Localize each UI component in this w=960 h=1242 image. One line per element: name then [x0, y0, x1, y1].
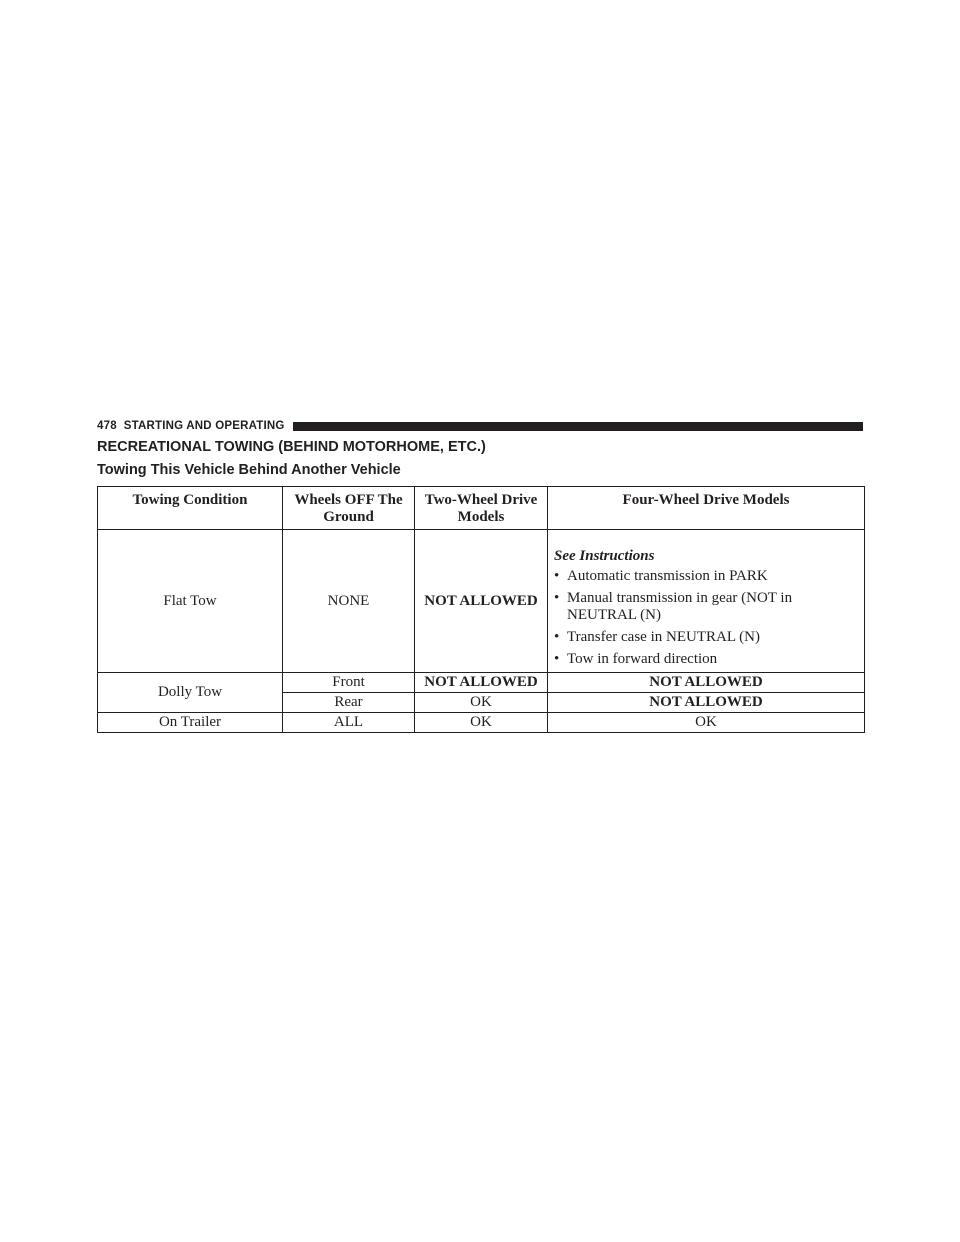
cell-dolly-rear-wheels: Rear	[283, 693, 415, 713]
cell-trailer-wheels: ALL	[283, 713, 415, 733]
table-header-row	[98, 487, 865, 530]
list-item-text: Transfer case in NEUTRAL (N)	[567, 629, 761, 645]
cell-trailer-two-wheel: OK	[415, 713, 548, 733]
cell-dolly-front-four-wheel: NOT ALLOWED	[548, 673, 865, 693]
cell-flat-tow-two-wheel: NOT ALLOWED	[415, 530, 548, 673]
table-row-on-trailer	[98, 713, 865, 733]
cell-flat-tow-condition: Flat Tow	[98, 530, 283, 673]
bullet-icon: •	[554, 629, 560, 645]
section-title: RECREATIONAL TOWING (BEHIND MOTORHOME, ETC.)	[97, 439, 486, 455]
list-item	[554, 629, 858, 646]
bullet-icon: •	[554, 590, 560, 606]
header-wheels-off: Wheels OFF The Ground	[283, 487, 415, 530]
instructions-list	[554, 568, 858, 668]
page-number: 478	[97, 420, 117, 432]
bullet-icon: •	[554, 651, 560, 667]
cell-trailer-condition: On Trailer	[98, 713, 283, 733]
list-item-text: Tow in forward direction	[567, 651, 718, 667]
towing-table	[97, 486, 865, 733]
cell-dolly-front-two-wheel: NOT ALLOWED	[415, 673, 548, 693]
bullet-icon: •	[554, 568, 560, 584]
header-four-wheel: Four-Wheel Drive Models	[548, 487, 865, 530]
cell-dolly-tow-condition: Dolly Tow	[98, 673, 283, 713]
list-item	[554, 651, 858, 668]
cell-dolly-rear-two-wheel: OK	[415, 693, 548, 713]
header-towing-condition: Towing Condition	[98, 487, 283, 530]
list-item	[554, 568, 858, 585]
list-item-text: Automatic transmission in PARK	[567, 568, 768, 584]
header-two-wheel: Two-Wheel Drive Models	[415, 487, 548, 530]
list-item-text: Manual transmission in gear (NOT in NEUTRAL (N)	[567, 590, 793, 623]
instructions-heading: See Instructions	[554, 548, 655, 564]
section-name: STARTING AND OPERATING	[123, 420, 285, 432]
header-rule	[293, 422, 863, 431]
cell-flat-tow-wheels: NONE	[283, 530, 415, 673]
cell-trailer-four-wheel: OK	[548, 713, 865, 733]
table-row-dolly-front	[98, 673, 865, 693]
list-item	[554, 590, 858, 624]
cell-dolly-rear-four-wheel: NOT ALLOWED	[548, 693, 865, 713]
cell-dolly-front-wheels: Front	[283, 673, 415, 693]
table-row-flat-tow	[98, 530, 865, 673]
section-subtitle: Towing This Vehicle Behind Another Vehicle	[97, 462, 401, 478]
cell-flat-tow-four-wheel	[548, 530, 865, 673]
page-header	[97, 420, 863, 432]
